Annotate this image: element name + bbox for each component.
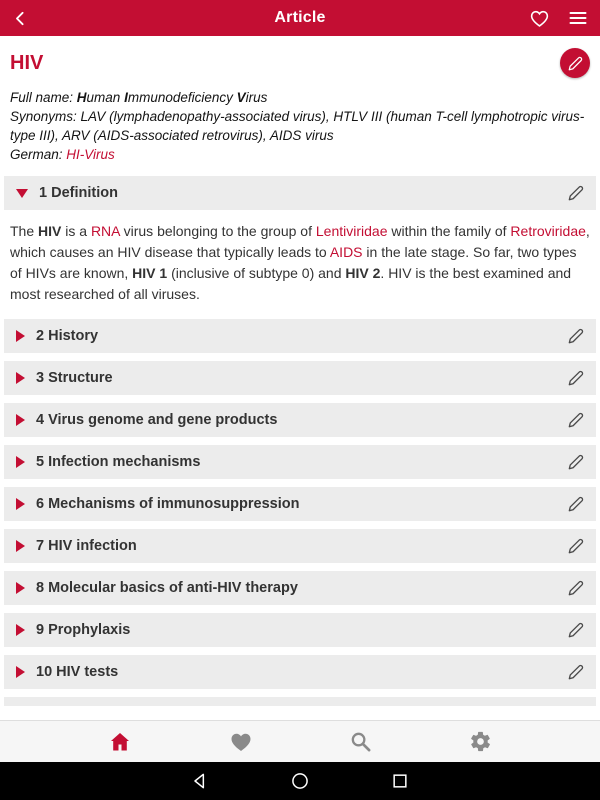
section-bar-virus-genome[interactable] bbox=[4, 403, 596, 437]
edit-section-button[interactable] bbox=[568, 664, 584, 680]
chevron-right-icon bbox=[16, 372, 25, 384]
chevron-down-icon bbox=[16, 189, 28, 198]
heart-outline-icon bbox=[529, 8, 550, 29]
android-home-button[interactable] bbox=[290, 771, 310, 791]
edit-section-button[interactable] bbox=[568, 412, 584, 428]
section-bar-partial[interactable] bbox=[4, 697, 596, 706]
section-title: 10 HIV tests bbox=[36, 664, 119, 680]
section-title: 7 HIV infection bbox=[36, 538, 137, 554]
nav-recents-square-icon bbox=[390, 771, 410, 791]
section-bar-hiv-tests[interactable] bbox=[4, 655, 596, 689]
full-name-label: Full name: bbox=[10, 90, 74, 105]
section-title: 5 Infection mechanisms bbox=[36, 454, 201, 470]
section-title: 4 Virus genome and gene products bbox=[36, 412, 278, 428]
android-back-button[interactable] bbox=[190, 771, 210, 791]
section-bar-structure[interactable] bbox=[4, 361, 596, 395]
edit-section-button[interactable] bbox=[568, 370, 584, 386]
section-bar-hiv-infection[interactable] bbox=[4, 529, 596, 563]
full-name-line: Full name: Human Immunodeficiency Virus bbox=[10, 90, 268, 105]
section-bar-anti-hiv-therapy[interactable] bbox=[4, 571, 596, 605]
pencil-icon bbox=[568, 496, 584, 512]
article-header bbox=[0, 36, 600, 86]
hamburger-menu-icon bbox=[568, 8, 588, 28]
chevron-right-icon bbox=[16, 582, 25, 594]
section-title: 3 Structure bbox=[36, 370, 113, 386]
edit-section-button[interactable] bbox=[568, 185, 584, 201]
nav-home-circle-icon bbox=[290, 771, 310, 791]
section-title: 8 Molecular basics of anti-HIV therapy bbox=[36, 580, 298, 596]
section-bar-immunosuppression[interactable] bbox=[4, 487, 596, 521]
edit-section-button[interactable] bbox=[568, 454, 584, 470]
edit-section-button[interactable] bbox=[568, 580, 584, 596]
edit-article-button[interactable] bbox=[560, 48, 590, 78]
android-nav-bar bbox=[0, 762, 600, 800]
bottom-toolbar bbox=[0, 720, 600, 762]
settings-tab[interactable] bbox=[469, 730, 492, 753]
pencil-icon bbox=[568, 370, 584, 386]
favorite-button[interactable] bbox=[529, 8, 550, 29]
link-lentiviridae[interactable]: Lentiviridae bbox=[315, 223, 388, 239]
nav-back-triangle-icon bbox=[190, 771, 210, 791]
pencil-icon bbox=[568, 454, 584, 470]
chevron-right-icon bbox=[16, 414, 25, 426]
page-title: Article bbox=[274, 9, 326, 26]
section-title: 6 Mechanisms of immunosuppression bbox=[36, 496, 300, 512]
app-bar bbox=[0, 0, 600, 36]
edit-section-button[interactable] bbox=[568, 538, 584, 554]
pencil-icon bbox=[568, 185, 584, 201]
german-line bbox=[10, 145, 590, 164]
definition-body: The HIV is a RNA virus belonging to the group of Lentiviridae within the family of Retroviridae, which causes an HIV disease that typically leads to AIDS in the late stage. So far, two types of HIVs are known, HIV 1 (inclusive of subtype 0) and HIV 2. HIV is the best examined and most researched of all viruses. bbox=[10, 223, 590, 302]
section-title: 2 History bbox=[36, 328, 99, 344]
section-title: 9 Prophylaxis bbox=[36, 622, 131, 638]
edit-section-button[interactable] bbox=[568, 496, 584, 512]
pencil-icon bbox=[568, 56, 583, 71]
pencil-icon bbox=[568, 664, 584, 680]
synonyms-label: Synonyms: bbox=[10, 109, 77, 124]
synonyms-line bbox=[10, 107, 590, 145]
gear-icon bbox=[469, 730, 492, 753]
german-label: German: bbox=[10, 147, 63, 162]
article-meta bbox=[0, 86, 600, 164]
section-bar-infection-mechanisms[interactable] bbox=[4, 445, 596, 479]
search-tab[interactable] bbox=[349, 730, 372, 753]
android-recents-button[interactable] bbox=[390, 771, 410, 791]
link-retroviridae[interactable]: Retroviridae bbox=[510, 223, 586, 239]
edit-section-button[interactable] bbox=[568, 622, 584, 638]
chevron-right-icon bbox=[16, 666, 25, 678]
back-button[interactable] bbox=[12, 10, 29, 27]
home-icon bbox=[108, 730, 132, 754]
menu-button[interactable] bbox=[568, 8, 588, 28]
pencil-icon bbox=[568, 328, 584, 344]
synonyms-value: LAV (lymphadenopathy-associated virus), HTLV III (human T-cell lymphotropic virus-type III), ARV (AIDS-associated retrovirus), AIDS virus bbox=[10, 109, 585, 143]
favorites-tab[interactable] bbox=[229, 730, 253, 754]
article-title: HIV bbox=[10, 51, 44, 74]
edit-section-button[interactable] bbox=[568, 328, 584, 344]
chevron-right-icon bbox=[16, 498, 25, 510]
pencil-icon bbox=[568, 622, 584, 638]
pencil-icon bbox=[568, 412, 584, 428]
section-bar-definition[interactable] bbox=[4, 176, 596, 210]
pencil-icon bbox=[568, 538, 584, 554]
section-bar-history[interactable] bbox=[4, 319, 596, 353]
chevron-right-icon bbox=[16, 330, 25, 342]
chevron-right-icon bbox=[16, 540, 25, 552]
section-bar-prophylaxis[interactable] bbox=[4, 613, 596, 647]
chevron-right-icon bbox=[16, 624, 25, 636]
chevron-right-icon bbox=[16, 456, 25, 468]
search-icon bbox=[349, 730, 372, 753]
home-tab[interactable] bbox=[108, 730, 132, 754]
link-rna[interactable]: RNA bbox=[90, 223, 120, 239]
section-title: 1 Definition bbox=[39, 185, 118, 201]
link-aids[interactable]: AIDS bbox=[329, 244, 363, 260]
german-value[interactable]: HI-Virus bbox=[66, 147, 115, 162]
back-arrow-icon bbox=[12, 10, 29, 27]
heart-icon bbox=[229, 730, 253, 754]
pencil-icon bbox=[568, 580, 584, 596]
